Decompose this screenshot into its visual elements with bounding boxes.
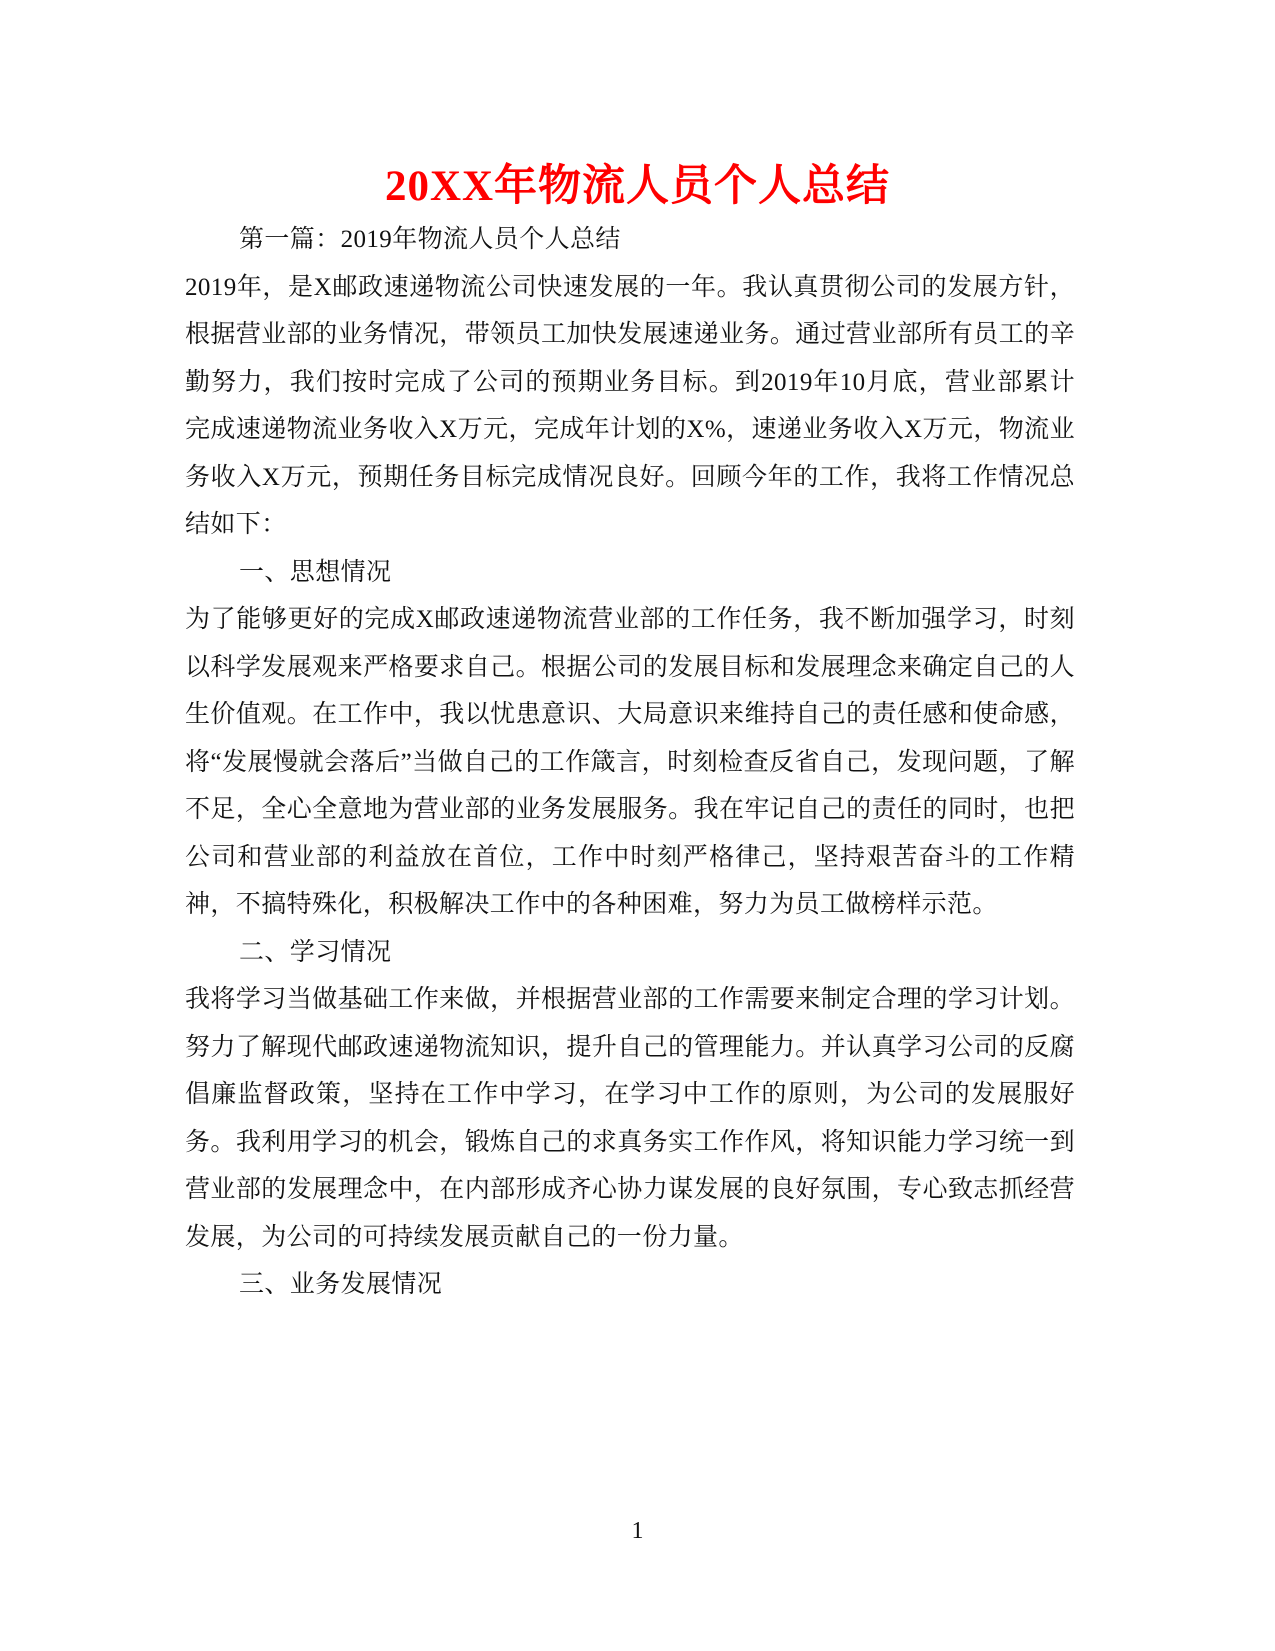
body-paragraph-thought: 为了能够更好的完成X邮政速递物流营业部的工作任务，我不断加强学习，时刻以科学发展观来严格要求自己。根据公司的发展目标和发展理念来确定自己的人生价值观。在工作中，我以忧患意识、大局意识来维持自己的责任感和使命感，将“发展慢就会落后”当做自己的工作箴言，时刻检查反省自己，发现问题，了解不足，全心全意地为营业部的业务发展服务。我在牢记自己的责任的同时，也把公司和营业部的利益放在首位，工作中时刻严格律己，坚持艰苦奋斗的工作精神，不搞特殊化，积极解决工作中的各种困难，努力为员工做榜样示范。 — [185, 606, 1075, 918]
section-heading-thought: 一、思想情况 — [239, 558, 392, 586]
body-paragraph-overview: 2019年，是X邮政速递物流公司快速发展的一年。我认真贯彻公司的发展方针，根据营业部的业务情况，带领员工加快发展速递业务。通过营业部所有员工的辛勤努力，我们按时完成了公司的预期业务目标。到2019年10月底，营业部累计完成速递物流业务收入X万元，完成年计划的X%，速递业务收入X万元，物流业务收入X万元，预期任务目标完成情况良好。回顾今年的工作，我将工作情况总结如下： — [185, 273, 1075, 538]
section-heading-study: 二、学习情况 — [239, 938, 392, 966]
section-label: 第一篇：2019年物流人员个人总结 — [239, 226, 621, 253]
document-body — [185, 216, 1075, 1309]
page-number: 1 — [631, 1518, 644, 1544]
body-paragraph-study: 我将学习当做基础工作来做，并根据营业部的工作需要来制定合理的学习计划。努力了解现代邮政速递物流知识，提升自己的管理能力。并认真学习公司的反腐倡廉监督政策，坚持在工作中学习，在学习中工作的原则，为公司的发展服好务。我利用学习的机会，锻炼自己的求真务实工作作风，将知识能力学习统一到营业部的发展理念中，在内部形成齐心协力谋发展的良好氛围，专心致志抓经营发展，为公司的可持续发展贡献自己的一份力量。 — [185, 986, 1075, 1251]
section-heading-business: 三、业务发展情况 — [239, 1271, 443, 1298]
document-title: 20XX年物流人员个人总结 — [384, 163, 891, 210]
